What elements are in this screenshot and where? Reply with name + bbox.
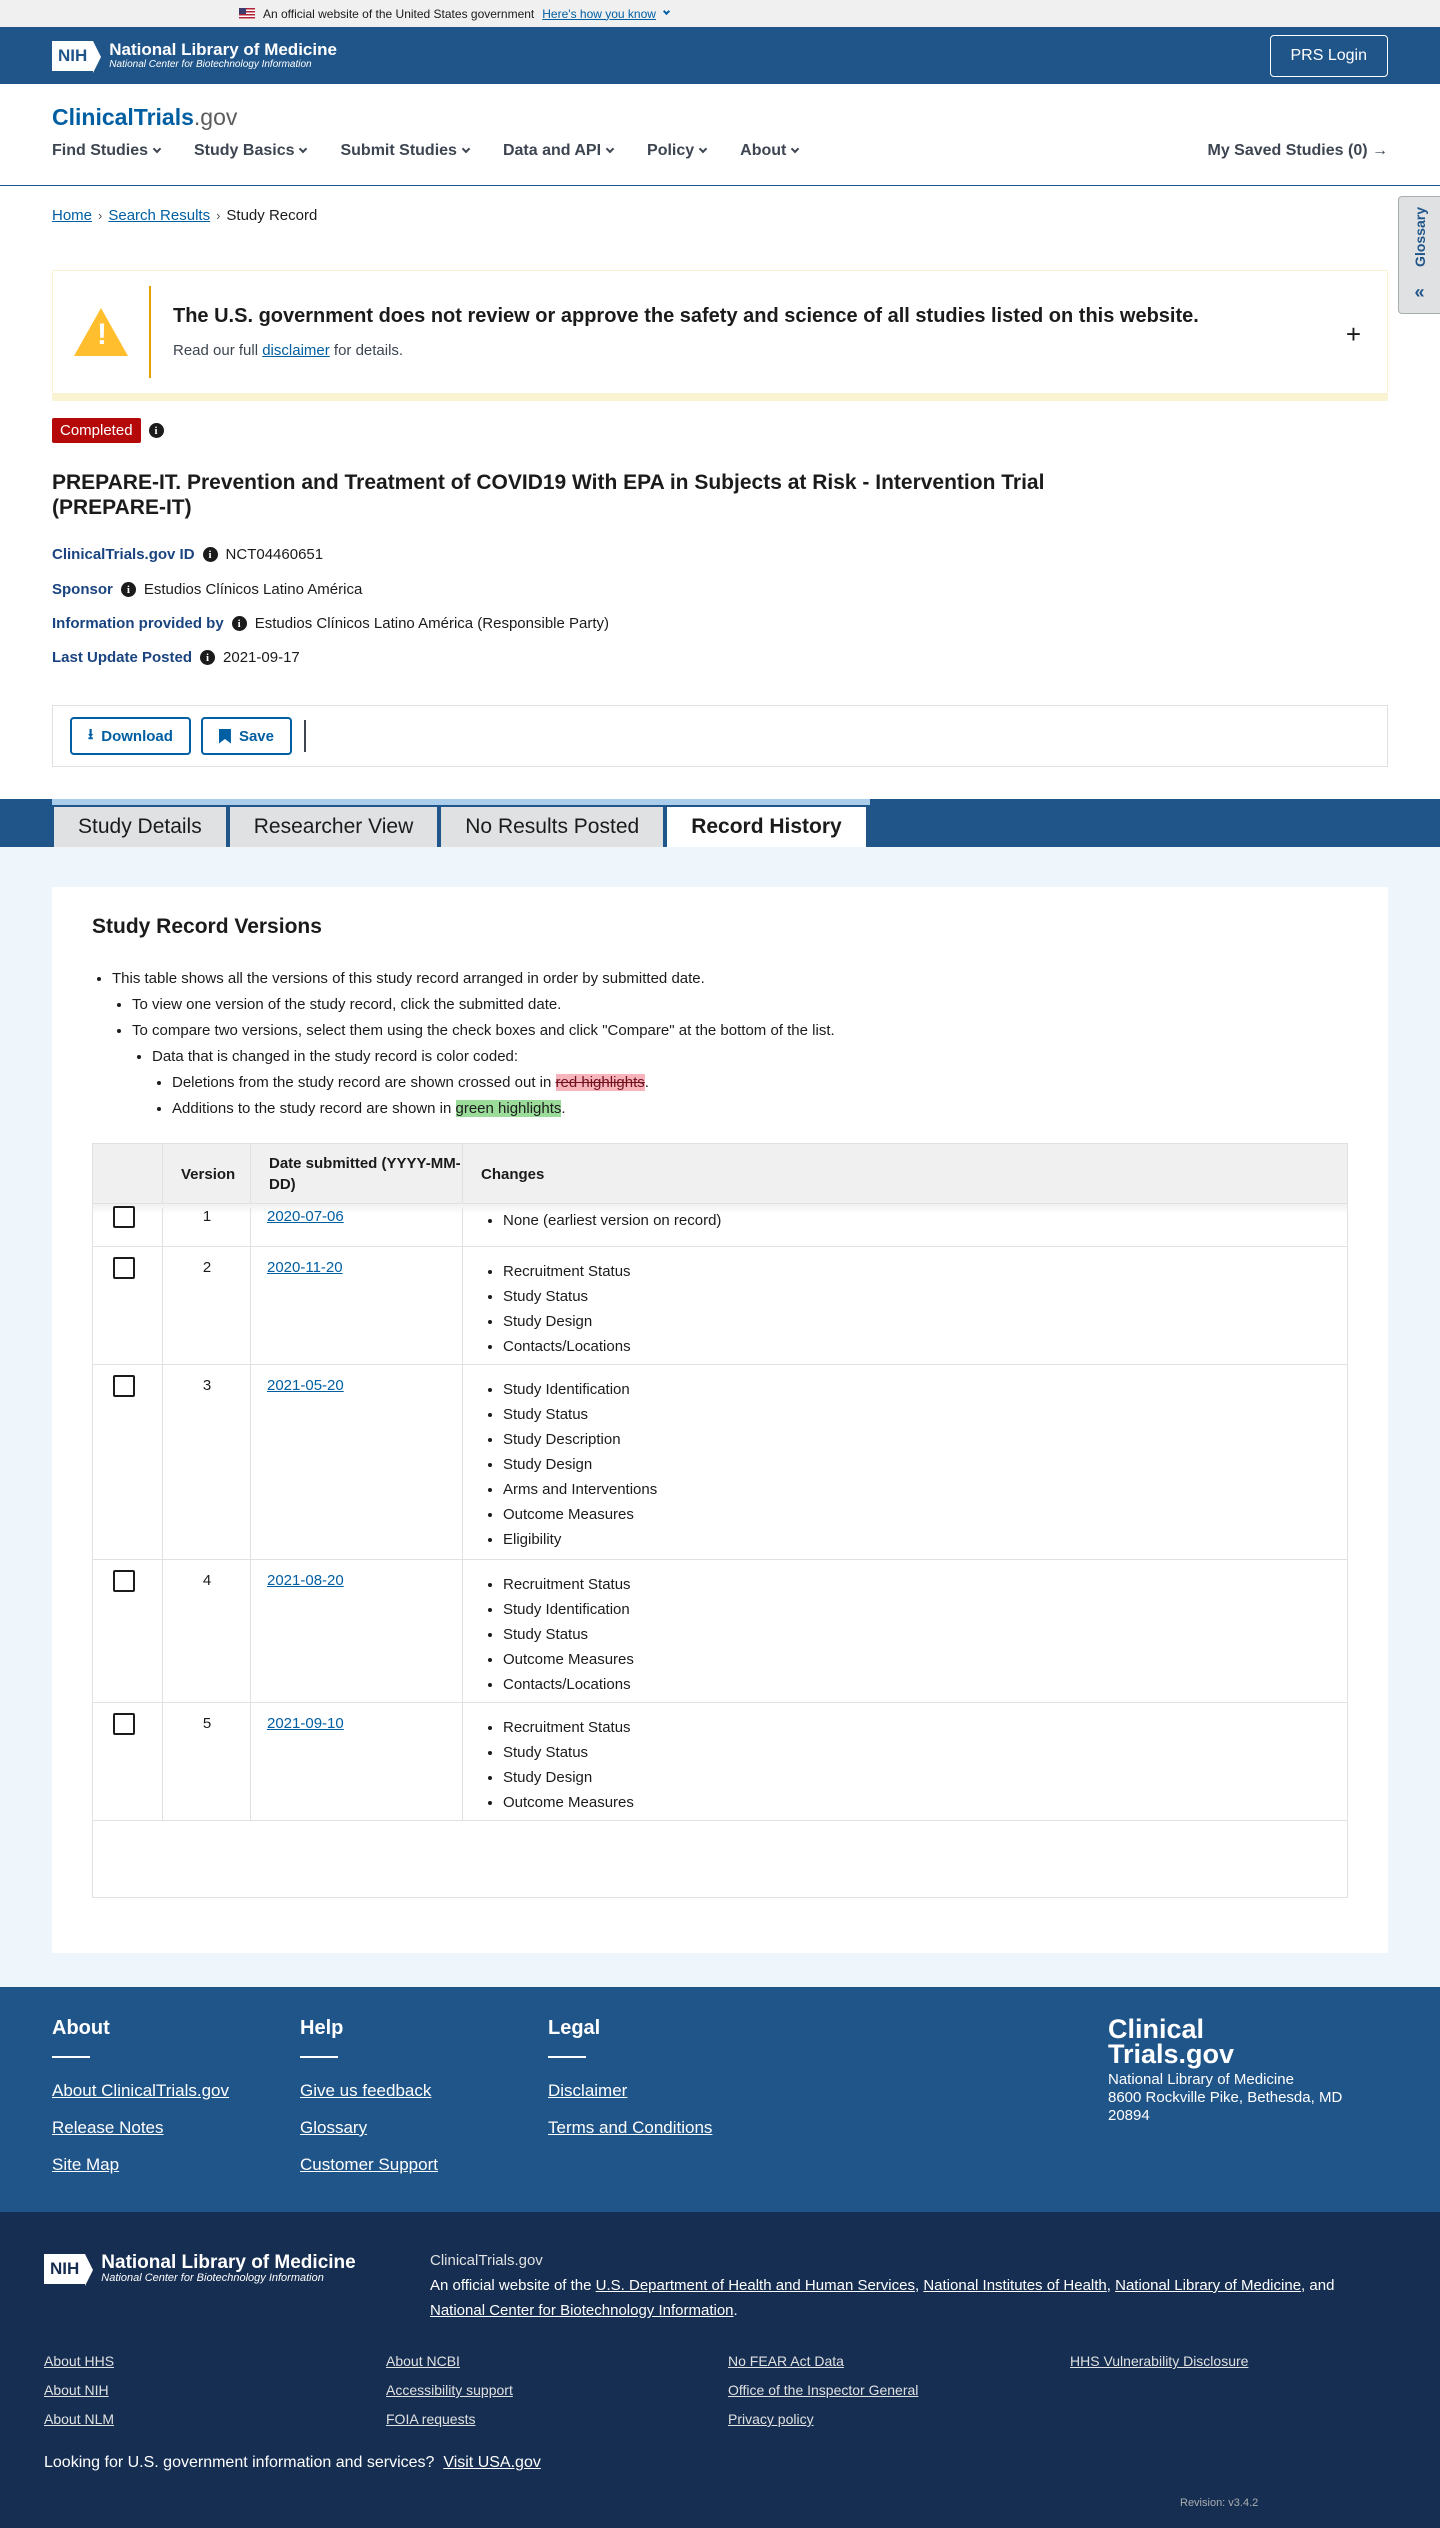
tab-study-details[interactable]: Study Details [52, 805, 228, 847]
nlm-footer [0, 2212, 1440, 2528]
version-checkbox[interactable] [113, 1257, 135, 1279]
save-button[interactable] [201, 717, 292, 755]
disclaimer-link[interactable]: disclaimer [262, 342, 330, 359]
disclaimer-post: for details. [329, 342, 404, 359]
change-item: • Outcome Measures [503, 1790, 634, 1815]
usa-gov-link[interactable]: Visit USA.gov [443, 2454, 541, 2471]
changes-list [503, 1208, 721, 1233]
bottom-link[interactable]: FOIA requests [386, 2411, 476, 2427]
footer-link[interactable]: Terms and Conditions [548, 2118, 713, 2137]
footer-logo-line: Trials.gov [1108, 2039, 1235, 2069]
footer-heading: About [52, 2017, 110, 2039]
tab-researcher-view[interactable]: Researcher View [228, 805, 440, 847]
nav-label: Submit Studies [340, 142, 457, 159]
change-item: • Arms and Interventions [503, 1477, 657, 1502]
logo-main: ClinicalTrials [52, 104, 194, 130]
changes-list [503, 1572, 634, 1697]
bottom-link[interactable]: About NIH [44, 2382, 109, 2398]
chevron-down-icon [663, 8, 670, 15]
meta-label: ClinicalTrials.gov ID [52, 546, 195, 563]
footer-link[interactable]: About ClinicalTrials.gov [52, 2081, 229, 2100]
gov-banner-text: An official website of the United States government [263, 6, 535, 21]
status-badge: Completed [52, 418, 141, 443]
breadcrumb-home[interactable]: Home [52, 207, 93, 224]
change-item: • Recruitment Status [503, 1715, 634, 1740]
version-number: 4 [202, 1572, 212, 1589]
disclaimer-body [173, 342, 1387, 359]
tab-list [52, 805, 868, 847]
versions-table [92, 1143, 1348, 1898]
version-checkbox[interactable] [113, 1713, 135, 1735]
version-date-link[interactable]: 2021-08-20 [267, 1572, 344, 1589]
disclaimer-pre: Read our full [173, 342, 263, 359]
change-item: • Study Status [503, 1740, 634, 1765]
info-icon[interactable]: i [203, 547, 218, 562]
change-item: • Study Identification [503, 1597, 634, 1622]
instruction-item [112, 966, 835, 1018]
breadcrumb-search-results[interactable]: Search Results [108, 207, 211, 224]
download-icon: ⭳ [88, 725, 94, 743]
instruction-text: This table shows all the versions of this study record arranged in order by submitted date. [112, 970, 705, 987]
changes-list [503, 1259, 631, 1359]
nlm-logo-subtitle: National Center for Biotechnology Information [101, 2272, 324, 2284]
arrow-right-icon: → [1372, 142, 1388, 159]
status-row [52, 418, 164, 443]
chevron-down-icon [791, 145, 799, 153]
table-row [93, 1208, 1347, 1247]
header-select [93, 1144, 163, 1204]
change-item: • Contacts/Locations [503, 1334, 631, 1359]
prs-login-button[interactable]: PRS Login [1270, 35, 1389, 77]
nav-find-studies[interactable] [52, 142, 160, 160]
us-flag-icon [239, 8, 255, 19]
nlm-link[interactable]: National Library of Medicine [1115, 2277, 1302, 2294]
chevron-down-icon [153, 145, 161, 153]
table-row [93, 1560, 1347, 1703]
nav-submit-studies[interactable] [340, 142, 468, 160]
hhs-link[interactable]: U.S. Department of Health and Human Services [595, 2277, 915, 2294]
change-item: • Study Design [503, 1765, 634, 1790]
my-saved-studies-link[interactable] [1208, 142, 1389, 160]
changes-list [503, 1715, 634, 1815]
logo-suffix: .gov [193, 104, 238, 130]
tab-record-history[interactable]: Record History [665, 805, 868, 847]
addition-highlight: green highlights [455, 1100, 562, 1117]
meta-provided-by [52, 615, 609, 632]
footer-link[interactable]: Release Notes [52, 2118, 164, 2137]
disclaimer-alert [52, 270, 1388, 401]
instruction-text: Data that is changed in the study record is color coded: [152, 1048, 519, 1065]
change-item: • Study Identification [503, 1377, 657, 1402]
changes-list [503, 1377, 657, 1552]
bottom-col-2 [386, 2347, 513, 2434]
download-label: Download [101, 727, 173, 745]
header-changes: Changes [481, 1165, 545, 1183]
nlm-logo-title: National Library of Medicine [101, 2252, 356, 2273]
bottom-link[interactable]: No FEAR Act Data [728, 2353, 844, 2369]
info-icon[interactable]: i [200, 650, 215, 665]
header-date: Date submitted (YYYY-MM-DD) [251, 1144, 463, 1204]
version-date-link[interactable]: 2021-05-20 [267, 1377, 344, 1394]
table-row [93, 1247, 1347, 1365]
action-bar [52, 705, 1388, 767]
meta-last-update [52, 649, 300, 666]
breadcrumb-separator-icon: › [216, 208, 221, 223]
footer-logo-line: Clinical [1108, 2014, 1205, 2044]
nlm-logo[interactable] [52, 41, 337, 71]
punct: . [561, 1100, 566, 1117]
nav-about[interactable] [740, 142, 798, 160]
instruction-text: Additions to the study record are shown in [172, 1100, 456, 1117]
nav-label: Data and API [502, 142, 602, 159]
table-row [93, 1365, 1347, 1560]
bottom-link[interactable]: About HHS [44, 2353, 115, 2369]
nlm-logo-subtitle: National Center for Biotechnology Information [109, 58, 312, 70]
warning-icon: ! [74, 308, 128, 356]
version-number: 1 [202, 1208, 212, 1225]
meta-label: Last Update Posted [52, 649, 193, 666]
change-item: • Study Design [503, 1309, 631, 1334]
footer-link[interactable]: Disclaimer [548, 2081, 628, 2100]
statement-text: , and [1301, 2277, 1335, 2294]
footer-link[interactable]: Glossary [300, 2118, 368, 2137]
looking-for-line [44, 2454, 541, 2472]
footer-address: 8600 Rockville Pike, Bethesda, MD [1108, 2089, 1343, 2106]
chevron-down-icon [462, 145, 470, 153]
nih-logo-mark: NIH [44, 2254, 85, 2284]
nav-label: About [740, 142, 787, 159]
looking-text: Looking for U.S. government information and services? [44, 2454, 435, 2471]
breadcrumb-separator-icon: › [98, 208, 103, 223]
version-checkbox[interactable] [113, 1570, 135, 1592]
meta-value: Estudios Clínicos Latino América (Responsible Party) [254, 615, 610, 632]
change-item: • Recruitment Status [503, 1259, 631, 1284]
footer-legal-col [548, 2017, 712, 2146]
chevron-down-icon [299, 145, 307, 153]
version-date-link[interactable]: 2020-11-20 [267, 1259, 343, 1276]
change-item: • Eligibility [503, 1527, 657, 1552]
nav-label: Find Studies [52, 142, 148, 159]
footer [0, 1987, 1440, 2212]
versions-title: Study Record Versions [92, 915, 322, 938]
version-checkbox[interactable] [113, 1206, 135, 1228]
nih-logo-mark: NIH [52, 41, 93, 71]
footer-address: National Library of Medicine [1108, 2071, 1294, 2088]
table-header [93, 1144, 1347, 1204]
download-button[interactable] [70, 717, 191, 755]
meta-label: Sponsor [52, 581, 113, 598]
bottom-link[interactable]: HHS Vulnerability Disclosure [1070, 2353, 1249, 2369]
instruction-text: To compare two versions, select them using the check boxes and click "Compare" at the bottom of the list. [132, 1022, 835, 1039]
version-number: 5 [202, 1715, 212, 1732]
site-header [0, 84, 1440, 186]
divider [304, 720, 306, 752]
footer-link[interactable]: Give us feedback [300, 2081, 432, 2100]
change-item: • Study Status [503, 1284, 631, 1309]
meta-value: Estudios Clínicos Latino América [143, 581, 363, 598]
footer-link[interactable]: Site Map [52, 2155, 120, 2174]
footer-heading: Legal [548, 2017, 601, 2039]
info-icon[interactable]: i [121, 582, 136, 597]
glossary-toggle[interactable] [1398, 196, 1440, 314]
gov-banner [0, 0, 1440, 27]
change-item: • Study Status [503, 1622, 634, 1647]
meta-label: Information provided by [52, 615, 224, 632]
instruction-item [132, 992, 835, 1018]
chevron-down-icon [606, 145, 614, 153]
nlm-footer-logo[interactable] [44, 2254, 356, 2284]
footer-help-col [300, 2017, 438, 2183]
footer-brand [1108, 2014, 1343, 2125]
nav-data-and-api[interactable] [503, 142, 613, 160]
meta-value: 2021-09-17 [223, 649, 300, 666]
clinicaltrials-logo[interactable] [52, 104, 237, 131]
breadcrumb-current: Study Record [226, 207, 318, 224]
breadcrumb [52, 207, 317, 224]
bottom-link[interactable]: Office of the Inspector General [728, 2382, 919, 2398]
change-item: • Study Description [503, 1427, 657, 1452]
instruction-text: Deletions from the study record are shown crossed out in [172, 1074, 556, 1091]
meta-value: NCT04460651 [225, 546, 324, 563]
change-item: • Contacts/Locations [503, 1672, 634, 1697]
instruction-item [152, 1044, 835, 1122]
disclaimer-title: The U.S. government does not review or approve the safety and science of all studies listed on this website. [173, 305, 1199, 327]
meta-sponsor [52, 581, 362, 598]
nav-policy[interactable] [647, 142, 706, 160]
bottom-link[interactable]: Accessibility support [386, 2382, 513, 2398]
saved-label: My Saved Studies (0) [1207, 142, 1368, 159]
change-item: • None (earliest version on record) [503, 1208, 721, 1233]
save-label: Save [238, 727, 274, 745]
change-item: • Study Design [503, 1452, 657, 1477]
info-icon[interactable]: i [232, 616, 247, 631]
change-item: • Recruitment Status [503, 1572, 634, 1597]
statement-text: An official website of the [430, 2277, 596, 2294]
table-row [93, 1703, 1347, 1821]
bottom-col-4 [1070, 2347, 1248, 2376]
nav-study-basics[interactable] [194, 142, 306, 160]
bottom-col-1 [44, 2347, 114, 2434]
instruction-text: To view one version of the study record, click the submitted date. [132, 996, 562, 1013]
revision: Revision: v3.4.2 [1180, 2497, 1259, 2509]
bottom-site-name: ClinicalTrials.gov [430, 2252, 543, 2269]
version-date-link[interactable]: 2021-09-10 [267, 1715, 344, 1732]
bookmark-icon [219, 729, 231, 744]
double-chevron-left-icon: « [1414, 282, 1425, 302]
footer-heading: Help [300, 2017, 344, 2039]
version-number: 2 [202, 1259, 212, 1276]
footer-about-col [52, 2017, 229, 2183]
expand-plus-icon[interactable]: + [1345, 319, 1361, 349]
bottom-col-3 [728, 2347, 918, 2434]
nav-label: Policy [647, 142, 695, 159]
study-title: PREPARE-IT. Prevention and Treatment of COVID19 With EPA in Subjects at Risk - Intervention Trial (PREPARE-IT) [52, 471, 1045, 519]
ncbi-link[interactable]: National Center for Biotechnology Information [430, 2302, 734, 2319]
instructions [92, 966, 835, 1122]
version-checkbox[interactable] [113, 1375, 135, 1397]
nlm-logo-title: National Library of Medicine [109, 39, 337, 59]
punct: . [644, 1074, 649, 1091]
nih-link[interactable]: National Institutes of Health [923, 2277, 1107, 2294]
instruction-group [112, 1018, 835, 1122]
nih-header [0, 27, 1440, 84]
footer-logo[interactable] [1108, 2014, 1342, 2069]
glossary-label: Glossary [1411, 207, 1428, 267]
bottom-link[interactable]: About NCBI [386, 2353, 460, 2369]
change-item: • Outcome Measures [503, 1502, 657, 1527]
meta-id [52, 546, 323, 563]
footer-link[interactable]: Customer Support [300, 2155, 438, 2174]
version-number: 3 [202, 1377, 212, 1394]
version-date-link[interactable]: 2020-07-06 [267, 1208, 344, 1225]
bottom-link[interactable]: About NLM [44, 2411, 115, 2427]
instruction-item [132, 1018, 835, 1122]
header-version: Version [163, 1144, 251, 1204]
tabs-band [0, 799, 1440, 847]
official-statement: An official website of the U.S. Department of Health and Human Services, National Institutes of Health, National Library of Medicine, and National Center for Biotechnology Information. [430, 2277, 1335, 2319]
chevron-down-icon [699, 145, 707, 153]
change-item: • Study Status [503, 1402, 657, 1427]
instruction-item [172, 1096, 835, 1122]
bottom-link[interactable]: Privacy policy [728, 2411, 814, 2427]
main-nav [52, 142, 832, 160]
instruction-item [172, 1070, 835, 1096]
tab-no-results-posted[interactable]: No Results Posted [439, 805, 665, 847]
change-item: • Outcome Measures [503, 1647, 634, 1672]
footer-address: 20894 [1108, 2107, 1150, 2124]
heres-how-you-know-link[interactable]: Here's how you know [542, 6, 656, 21]
nav-label: Study Basics [194, 142, 295, 159]
info-icon[interactable]: i [149, 423, 164, 438]
deletion-highlight: red highlights [555, 1074, 645, 1091]
